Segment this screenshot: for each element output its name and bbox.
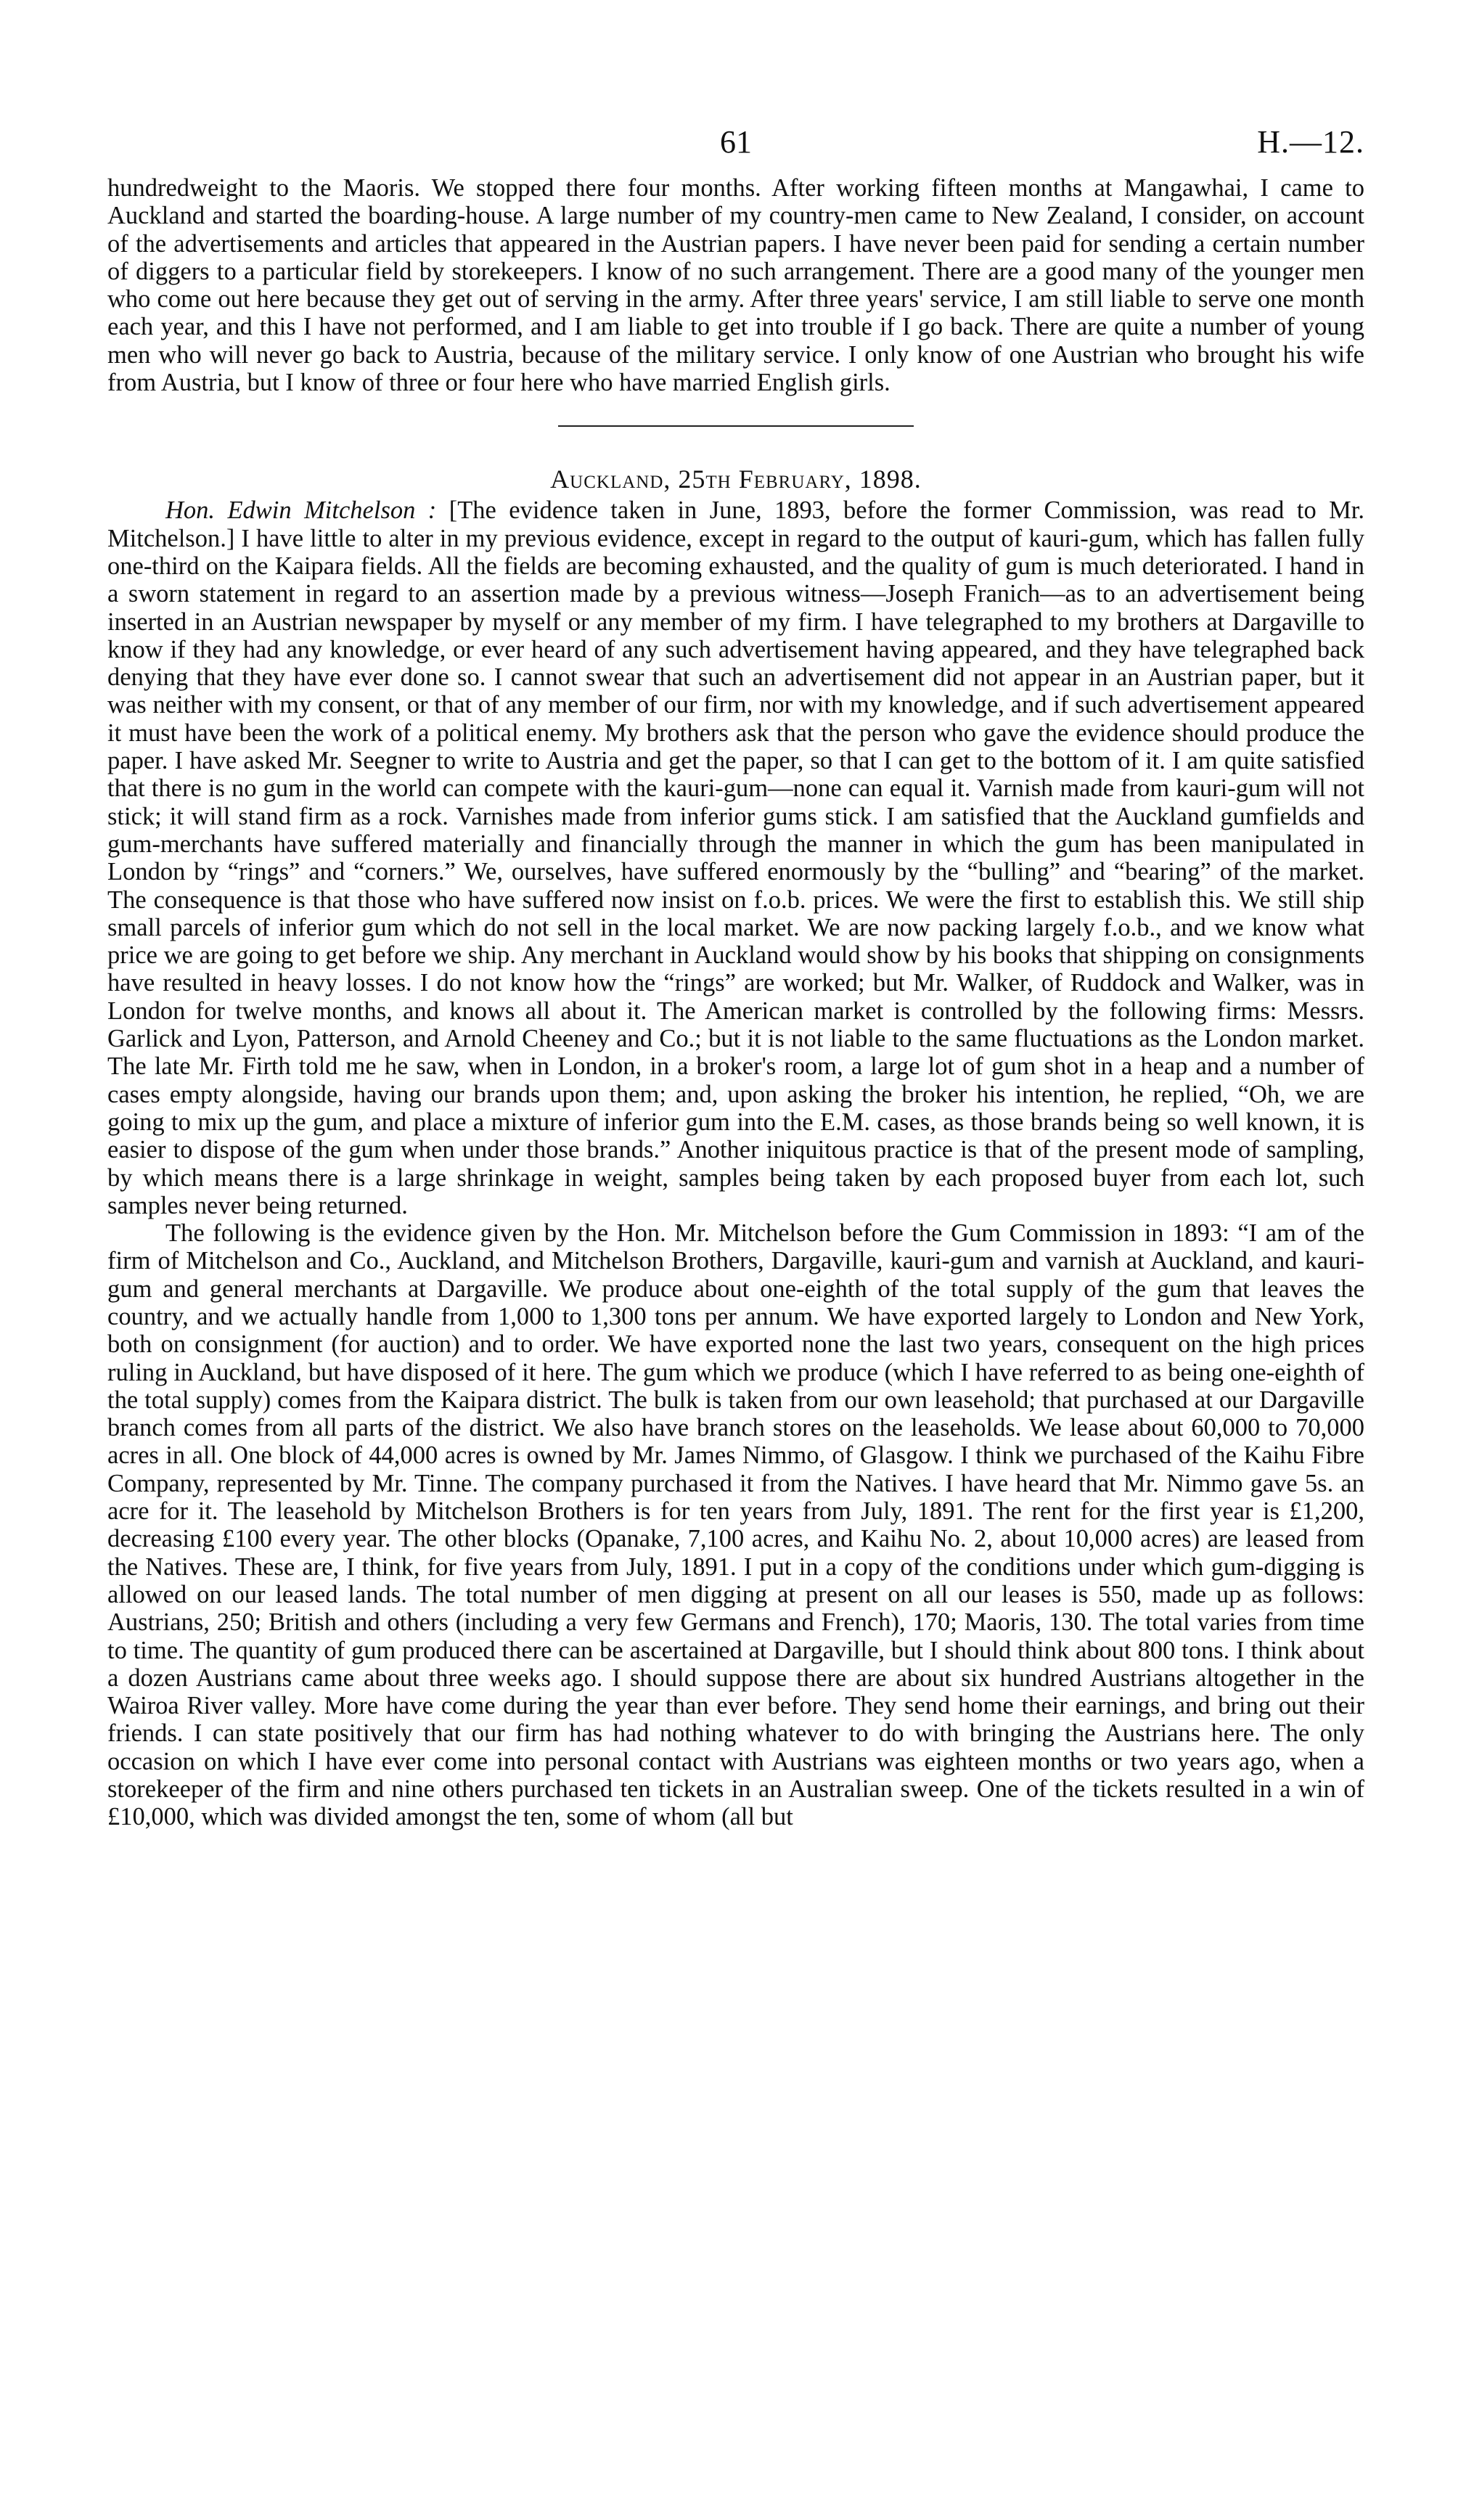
paragraph-continued: hundredweight to the Maoris. We stopped there four months. After working fifteen months at Mangawhai, I came to Auckland and started the boarding-house. A large number of my country-men came to New Zealand, I consider, on account of the advertisements and articles that appeared in the Austrian papers. I have never been paid for sending a certain number of diggers to a particular field by storekeepers. I know of no such arrangement. There are a good many of the younger men who come out here because they get out of serving in the army. After three years' service, I am still liable to serve one month each year, and this I have not performed, and I am liable to get into trouble if I go back. There are quite a number of young men who will never go back to Austria, because of the military service. I only know of one Austrian who brought his wife from Austria, but I know of three or four here who have married English girls. <box>107 174 1364 397</box>
page-number: 61 <box>720 124 752 160</box>
page-header <box>107 123 1364 174</box>
paragraph-mitchelson-text: [The evidence taken in June, 1893, before the former Commission, was read to Mr. Mitchelson.] I have little to alter in my previous evidence, except in regard to the output of kauri-gum, which has fallen fully one-third on the Kaipara fields. All the fields are becoming exhausted, and the quality of gum is much deteriorated. I hand in a sworn statement in regard to an assertion made by a previous witness—Joseph Franich—as to an advertisement being inserted in an Austrian newspaper by myself or any member of my firm. I have telegraphed to my brothers at Dargaville to know if they had any knowledge, or ever heard of any such advertisement having appeared, and they have telegraphed back denying that they have ever done so. I cannot swear that such an advertisement did not appear in an Austrian paper, but it was neither with my consent, or that of any member of our firm, nor with my knowledge, and if such advertisement appeared it must have been the work of a political enemy. My brothers ask that the person who gave the evidence should produce the paper. I have asked Mr. Seegner to write to Austria and get the paper, so that I can get to the bottom of it. I am quite satisfied that there is no gum in the world can compete with the kauri-gum—none can equal it. Varnish made from kauri-gum will not stick; it will stand firm as a rock. Varnishes made from inferior gums stick. I am satisfied that the Auckland gumfields and gum-merchants have suffered materially and financially through the manner in which the gum has been manipulated in London by “rings” and “corners.” We, ourselves, have suffered enormously by the “bulling” and “bearing” of the market. The consequence is that those who have suffered now insist on f.o.b. prices. We were the first to establish this. We still ship small parcels of inferior gum which do not sell in the local market. We are now packing largely f.o.b., and we know what price we are going to get before we ship. Any merchant in Auckland would show by his books that shipping on consignments have resulted in heavy losses. I do not know how the “rings” are worked; but Mr. Walker, of Ruddock and Walker, was in London for twelve months, and knows all about it. The American market is controlled by the following firms: Messrs. Garlick and Lyon, Patterson, and Arnold Cheeney and Co.; but it is not liable to the same fluctuations as the London market. The late Mr. Firth told me he saw, when in London, in a broker's room, a large lot of gum shot in a heap and a number of cases empty alongside, having our brands upon them; and, upon asking the broker his intention, he replied, “Oh, we are going to mix up the gum, and place a mixture of inferior gum into the E.M. cases, as those brands being so well known, it is easier to dispose of the gum when under those brands.” Another iniquitous practice is that of the present mode of sampling, by which means there is a large shrinkage in weight, samples being taken by each proposed buyer from each lot, such samples never being returned. <box>107 496 1365 1219</box>
dateline: Auckland, 25th February, 1898. <box>550 465 922 494</box>
document-page <box>107 123 1364 1831</box>
paragraph-1893-evidence: The following is the evidence given by the Hon. Mr. Mitchelson before the Gum Commission in 1893: “I am of the firm of Mitchelson and Co., Auckland, and Mitchelson Brothers, Dargaville, kauri-gum and varnish at Auckland, and kauri-gum and general merchants at Dargaville. We produce about one-eighth of the total supply of the gum that leaves the country, and we actually handle from 1,000 to 1,300 tons per annum. We have exported largely to London and New York, both on consignment (for auction) and to order. We have exported none the last two years, consequent on the high prices ruling in Auckland, but have disposed of it here. The gum which we produce (which I have referred to as being one-eighth of the total supply) comes from the Kaipara district. The bulk is taken from our own leasehold; that purchased at our Dargaville branch comes from all parts of the district. We also have branch stores on the leaseholds. We lease about 60,000 to 70,000 acres in all. One block of 44,000 acres is owned by Mr. James Nimmo, of Glasgow. I think we purchased of the Kaihu Fibre Company, represented by Mr. Tinne. The company purchased it from the Natives. I have heard that Mr. Nimmo gave 5s. an acre for it. The leasehold by Mitchelson Brothers is for ten years from July, 1891. The rent for the first year is £1,200, decreasing £100 every year. The other blocks (Opanake, 7,100 acres, and Kaihu No. 2, about 10,000 acres) are leased from the Natives. These are, I think, for five years from July, 1891. I put in a copy of the conditions under which gum-digging is allowed on our leased lands. The total number of men digging at present on all our leases is 550, made up as follows: Austrians, 250; British and others (including a very few Germans and French), 170; Maoris, 130. The total varies from time to time. The quantity of gum produced there can be ascertained at Dargaville, but I should think about 800 tons. I think about a dozen Austrians came about three weeks ago. I should suppose there are about six hundred Austrians altogether in the Wairoa River valley. More have come during the year than ever before. They send home their earnings, and bring out their friends. I can state positively that our firm has had nothing whatever to do with bringing the Austrians here. The only occasion on which I have ever come into personal contact with Austrians was eighteen months or two years ago, when a storekeeper of the firm and nine others purchased ten tickets in an Australian sweep. One of the tickets resulted in a win of £10,000, which was divided amongst the ten, some of whom (all but <box>107 1219 1364 1831</box>
paper-code: H.—12. <box>1257 124 1364 160</box>
paragraph-mitchelson <box>107 496 1364 1219</box>
speaker-name: Hon. Edwin Mitchelson : <box>165 496 437 525</box>
section-divider <box>558 425 914 427</box>
